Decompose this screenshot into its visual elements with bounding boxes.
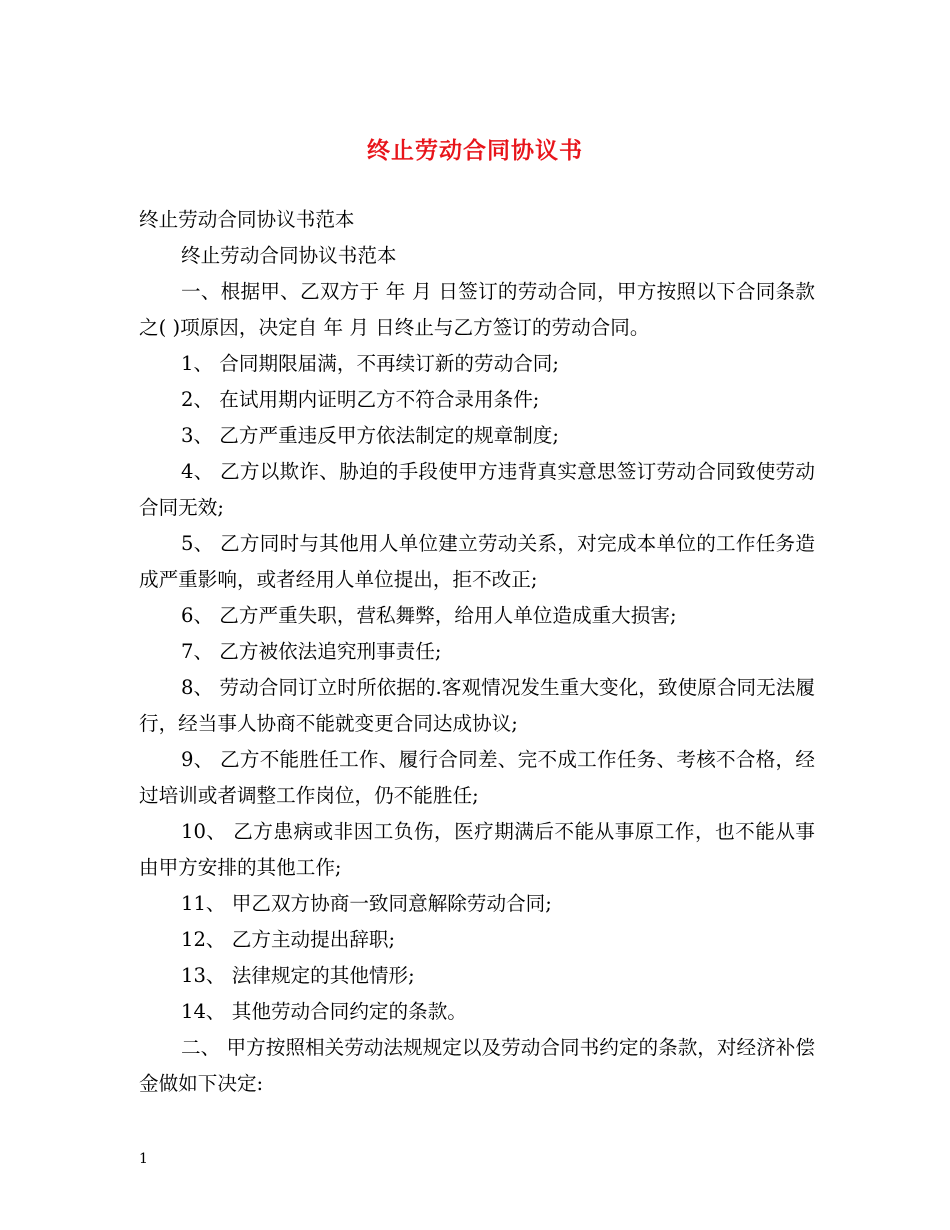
- list-item: 1、 合同期限届满，不再续订新的劳动合同;: [181, 352, 559, 375]
- paragraph-section-two: 二、 甲方按照相关劳动法规规定以及劳动合同书约定的条款，对经济补偿金做如下决定:: [139, 1036, 815, 1095]
- list-item: 10、 乙方患病或非因工负伤，医疗期满后不能从事原工作，也不能从事由甲方安排的其他工作;: [139, 820, 815, 879]
- list-item: 4、 乙方以欺诈、胁迫的手段使甲方违背真实意思签订劳动合同致使劳动合同无效;: [139, 460, 815, 519]
- document-body: [139, 202, 815, 1102]
- list-item: 11、 甲乙双方协商一致同意解除劳动合同;: [181, 892, 552, 915]
- list-item: 9、 乙方不能胜任工作、履行合同差、完不成工作任务、考核不合格，经过培训或者调整工作岗位，仍不能胜任;: [139, 748, 815, 807]
- paragraph-intro: 终止劳动合同协议书范本: [139, 208, 355, 231]
- paragraph-subtitle: 终止劳动合同协议书范本: [181, 244, 397, 267]
- list-item: 5、 乙方同时与其他用人单位建立劳动关系，对完成本单位的工作任务造成严重影响，或者经用人单位提出，拒不改正;: [139, 532, 815, 591]
- list-item: 6、 乙方严重失职，营私舞弊，给用人单位造成重大损害;: [181, 604, 677, 627]
- document-title: 终止劳动合同协议书: [367, 137, 583, 164]
- list-item: 13、 法律规定的其他情形;: [181, 964, 415, 987]
- list-item: 8、 劳动合同订立时所依据的.客观情况发生重大变化，致使原合同无法履行，经当事人协商不能就变更合同达成协议;: [139, 676, 815, 735]
- list-item: 2、 在试用期内证明乙方不符合录用条件;: [181, 388, 540, 411]
- page-number: 1: [139, 1151, 148, 1167]
- list-item: 7、 乙方被依法追究刑事责任;: [181, 640, 442, 663]
- list-item: 14、 其他劳动合同约定的条款。: [181, 1000, 467, 1023]
- list-item: 12、 乙方主动提出辞职;: [181, 928, 396, 951]
- paragraph-section-one: 一、根据甲、乙双方于 年 月 日签订的劳动合同，甲方按照以下合同条款之( )项原因，决定自 年 月 日终止与乙方签订的劳动合同。: [139, 280, 815, 339]
- list-item: 3、 乙方严重违反甲方依法制定的规章制度;: [181, 424, 559, 447]
